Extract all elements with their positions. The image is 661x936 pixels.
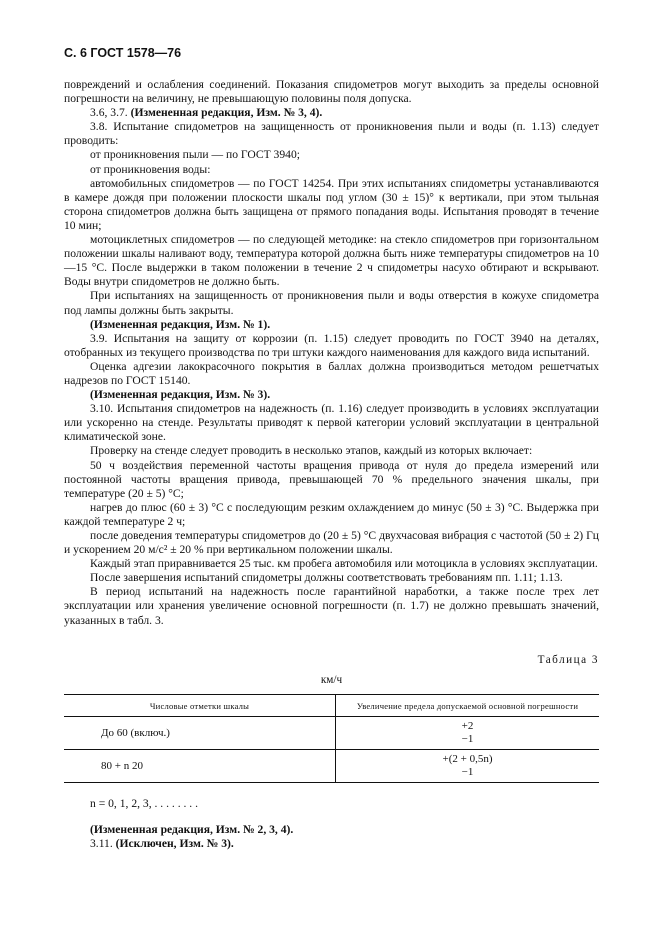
table-unit: км/ч [320, 673, 343, 686]
paragraph: 3.9. Испытания на защиту от коррозии (п. 1.15) следует проводить по ГОСТ 3940 на деталях, отобранных из текущего производства по три штуки каждого наименования для каждого вида испытаний. [64, 331, 599, 359]
paragraph: нагрев до плюс (60 ± 3) °С с последующим резким охлаждением до минус (50 ± 3) °С. Выдержка при каждой температуре 2 ч; [64, 500, 599, 528]
paragraph: 50 ч воздействия переменной частоты вращения привода от нуля до предела измерений или постоянной частоты вращения привода, превышающей 70 % предельного значения шкалы, при температуре (20 ± 5) °С; [64, 458, 599, 500]
document-page [64, 46, 599, 851]
paragraph: повреждений и ослабления соединений. Показания спидометров могут выходить за пределы основной погрешности на величину, не превышающую половины поля допуска. [64, 78, 599, 106]
paragraph-amendment: 3.6, 3.7. (Измененная редакция, Изм. № 3, 4). [90, 106, 323, 120]
paragraph: от проникновения воды: [90, 162, 211, 176]
error-cell [336, 716, 600, 749]
paragraph: Проверку на стенде следует проводить в несколько этапов, каждый из которых включает: [90, 444, 533, 458]
paragraph-amendment: (Измененная редакция, Изм. № 2, 3, 4). [90, 822, 294, 836]
column-header-error: Увеличение предела допускаемой основной погрешности [336, 694, 600, 716]
paragraph: после доведения температуры спидометров до (20 ± 5) °С двухчасовая вибрация с частотой (50 ± 2) Гц и ускорением 20 м/с² ± 20 % при вертикальном положении шкалы. [64, 529, 599, 557]
tolerance-table [64, 694, 599, 783]
table-row [64, 749, 599, 782]
table-caption: Таблица 3 [537, 653, 599, 666]
paragraph: После завершения испытаний спидометры должны соответствовать требованиям пп. 1.11; 1.13. [90, 571, 563, 585]
paragraph-amendment: (Измененная редакция, Изм. № 3). [90, 388, 271, 402]
paragraph-amendment: (Измененная редакция, Изм. № 1). [90, 317, 271, 331]
paragraph: 3.10. Испытания спидометров на надежность (п. 1.16) следует производить в условиях эксплуатации или ускоренно на стенде. Результаты приводят к первой категории условий эксплуатации в центральной климатической зоне. [64, 402, 599, 444]
column-header-marks: Числовые отметки шкалы [64, 694, 336, 716]
after-table [64, 797, 599, 851]
page-header: С. 6 ГОСТ 1578—76 [64, 46, 182, 60]
table-row [64, 716, 599, 749]
footnote: n = 0, 1, 2, 3, . . . . . . . . [90, 796, 198, 810]
error-cell [336, 749, 600, 782]
scale-mark-cell: 80 + n 20 [64, 749, 336, 782]
error-upper: +2 [461, 720, 474, 733]
error-lower: −1 [461, 765, 474, 778]
paragraph-amendment: 3.11. (Исключен, Изм. № 3). [90, 836, 234, 850]
paragraph: от проникновения пыли — по ГОСТ 3940; [90, 148, 300, 162]
error-lower: −1 [461, 732, 474, 745]
paragraph: мотоциклетных спидометров — по следующей методике: на стекло спидометров при горизонтальном положении шкалы наливают воду, температура которой должна быть ниже температуры спидометров на 10—15 °С. После выдержки в таком положении в течение 2 ч спидометры насухо обтирают и вскрывают. Воды внутри спидометров не должно быть. [64, 233, 599, 289]
scale-mark-cell: До 60 (включ.) [64, 716, 336, 749]
table-header-row [64, 694, 599, 716]
paragraph: В период испытаний на надежность после гарантийной наработки, а также после трех лет эксплуатации или хранения увеличение основной погрешности (п. 1.7) не должно превышать значений, указанных в табл. 3. [64, 585, 599, 627]
paragraph: Каждый этап приравнивается 25 тыс. км пробега автомобиля или мотоцикла в условиях эксплуатации. [90, 557, 598, 571]
paragraph: При испытаниях на защищенность от проникновения пыли и воды отверстия в кожухе спидометра под лампы должны быть закрыты. [64, 289, 599, 317]
error-upper: +(2 + 0,5n) [442, 753, 493, 766]
paragraph: 3.8. Испытание спидометров на защищенность от проникновения пыли и воды (п. 1.13) следует проводить: [64, 120, 599, 148]
paragraph: автомобильных спидометров — по ГОСТ 14254. При этих испытаниях спидометры устанавливаются в камере дождя при положении плоскости шкалы под углом (30 ± 15)° к вертикали, при этом тыльная сторона спидометров должна быть защищена от прямого попадания воды. Испытания проводят в течение 10 мин; [64, 176, 599, 232]
paragraph: Оценка адгезии лакокрасочного покрытия в баллах должна производиться методом решетчатых надрезов по ГОСТ 15140. [64, 359, 599, 387]
